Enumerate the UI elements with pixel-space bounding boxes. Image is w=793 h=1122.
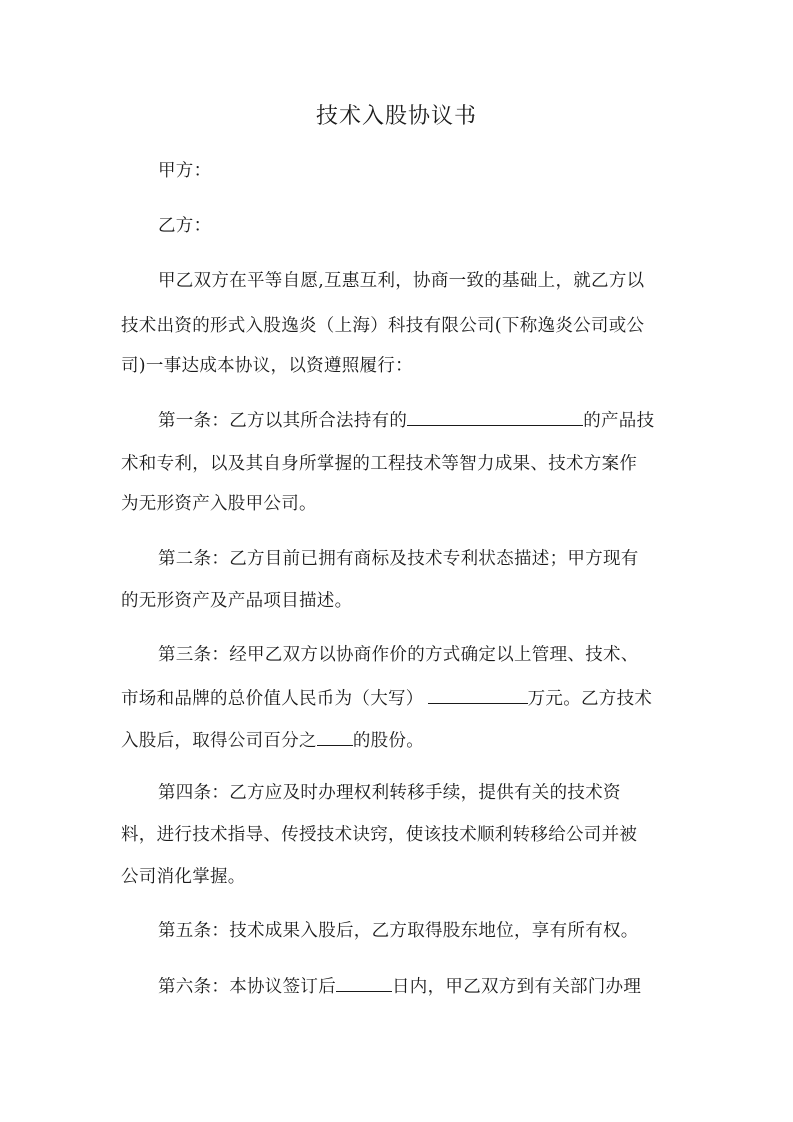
article-3-value-blank: [428, 684, 528, 704]
article-6-text-after-blank: 日内，甲乙双方到有关部门办理: [392, 977, 642, 997]
article-4-line-1: 第四条：乙方应及时办理权利转移手续，提供有关的技术资: [158, 783, 621, 803]
preamble-line-3: 司)一事达成本协议，以资遵照履行：: [121, 356, 413, 376]
article-2-line-2: 的无形资产及产品项目描述。: [121, 591, 353, 611]
article-6-text-before-blank: 第六条：本协议签订后: [158, 977, 336, 997]
document-title: 技术入股协议书: [315, 104, 477, 129]
article-3-line-3: [121, 726, 681, 754]
article-3-share-label: 入股后，取得公司百分之: [121, 731, 317, 751]
article-6-days-blank: [336, 972, 392, 992]
article-1-line-1: [158, 406, 681, 434]
party-b-label: 乙方：: [158, 216, 212, 236]
article-1-line-3: 为无形资产入股甲公司。: [121, 494, 317, 514]
article-1-text-after-blank: 的产品技: [583, 411, 655, 431]
article-3-share-unit: 的股份。: [352, 731, 425, 751]
preamble-line-2: 技术出资的形式入股逸炎（上海）科技有限公司(下称逸炎公司或公: [121, 316, 645, 336]
article-1-line-2: 术和专利，以及其自身所掌握的工程技术等智力成果、技术方案作: [121, 454, 638, 474]
article-2-line-1: 第二条：乙方目前已拥有商标及技术专利状态描述；甲方现有: [158, 549, 639, 569]
article-4-line-3: 公司消化掌握。: [121, 867, 246, 887]
article-3-value-label: 市场和品牌的总价值人民币为（大写）: [121, 689, 424, 709]
article-5-line-1: 第五条：技术成果入股后，乙方取得股东地位，享有所有权。: [158, 921, 639, 941]
article-4-line-2: 料，进行技术指导、传授技术诀窍，使该技术顺利转移给公司并被: [121, 825, 638, 845]
party-a-label: 甲方：: [158, 161, 212, 181]
article-1-product-blank: [407, 406, 583, 426]
article-1-text-before-blank: 第一条：乙方以其所合法持有的: [158, 411, 408, 431]
article-3-line-2: [121, 684, 681, 712]
article-6-line-1: [158, 972, 681, 1000]
preamble-line-1: 甲乙双方在平等自愿,互惠互利，协商一致的基础上，就乙方以: [158, 271, 645, 291]
article-3-value-unit: 万元。乙方技术: [527, 689, 653, 709]
article-3-line-1: 第三条：经甲乙双方以协商作价的方式确定以上管理、技术、: [158, 645, 639, 665]
article-3-share-blank: [317, 726, 353, 746]
